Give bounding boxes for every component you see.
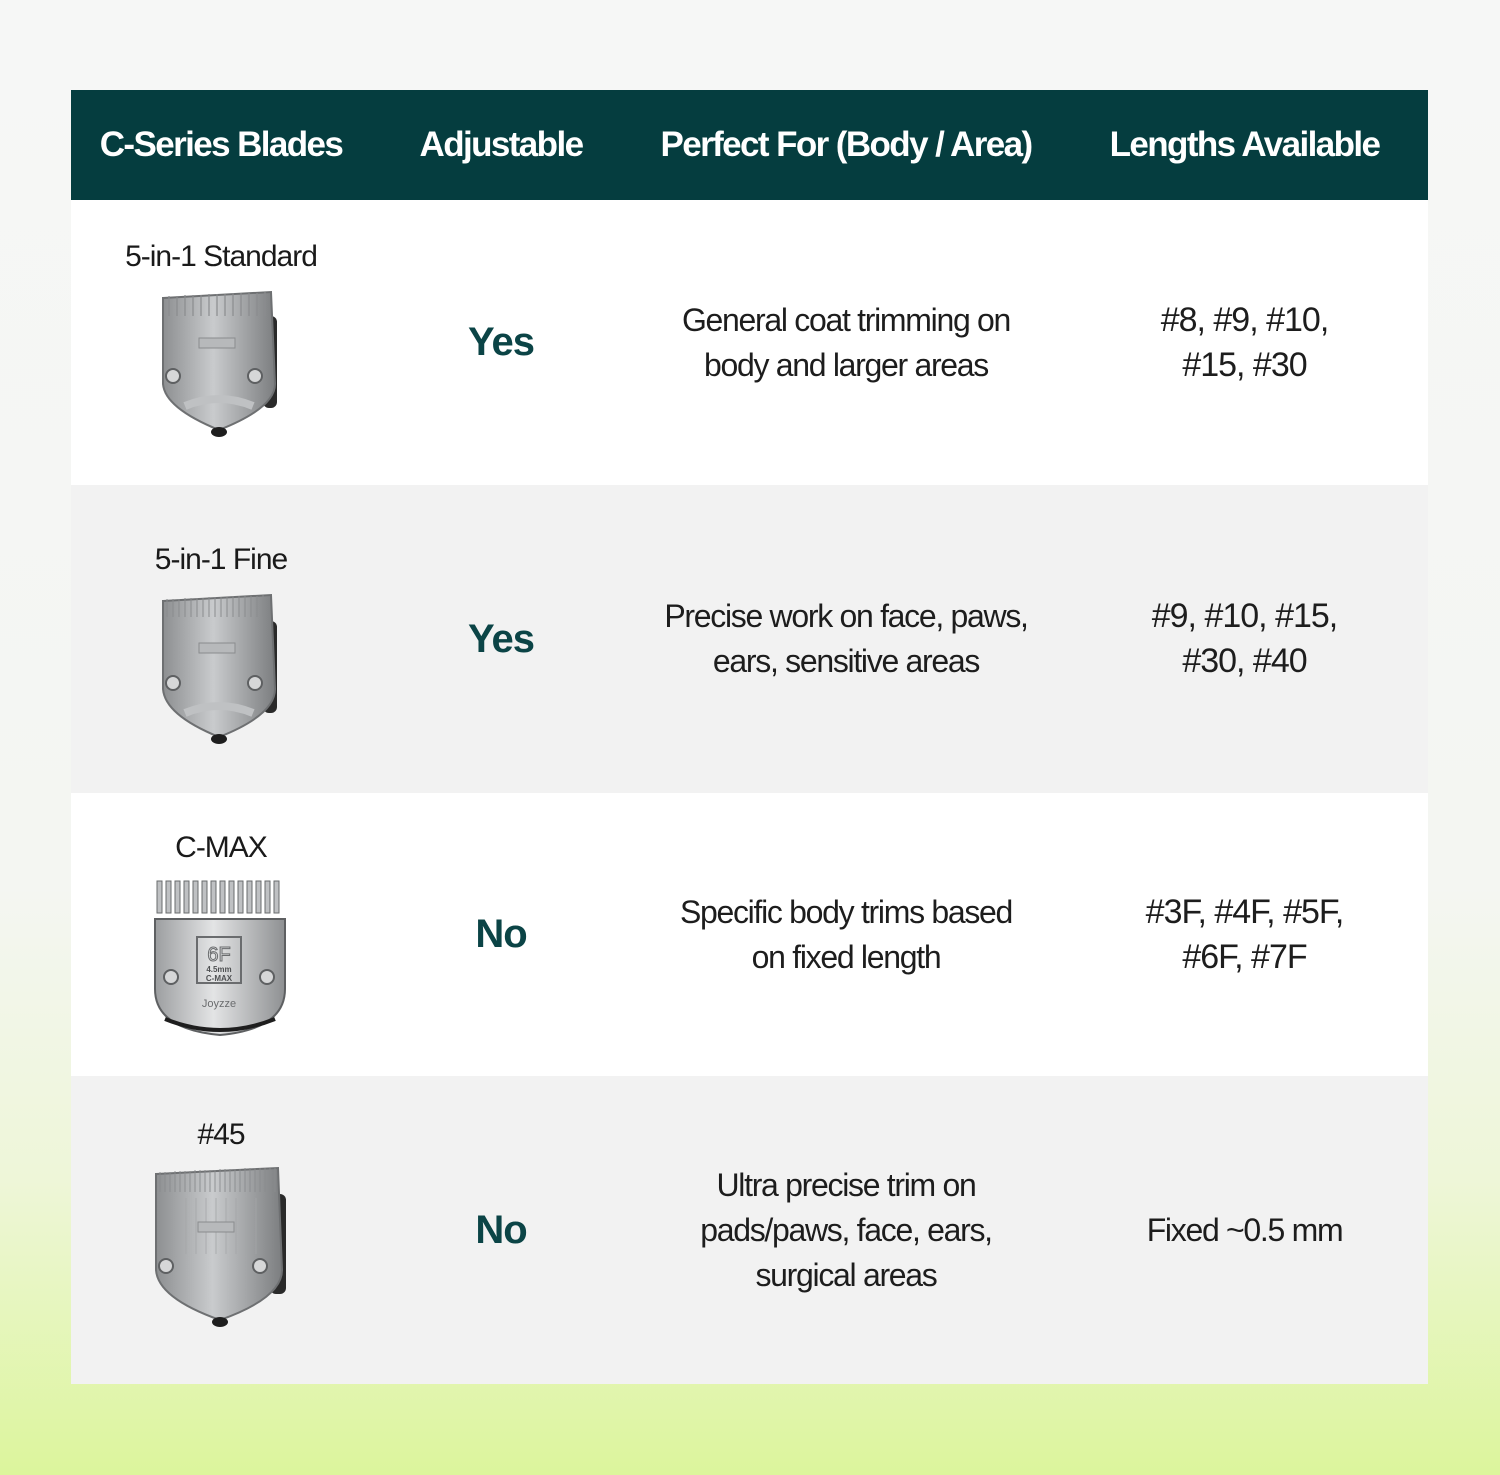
- adjustable-value: No: [475, 1207, 527, 1252]
- lengths-line: #8, #9, #10,: [1160, 300, 1329, 339]
- blade-cell: [71, 200, 371, 485]
- adjustable-cell: [371, 200, 631, 485]
- adjustable-cell: [371, 793, 631, 1076]
- lengths-text: [1146, 890, 1344, 980]
- purpose-line: surgical areas: [755, 1256, 937, 1293]
- adjustable-cell: [371, 1076, 631, 1384]
- adjustable-value: No: [475, 912, 527, 956]
- purpose-line: Ultra precise trim on: [716, 1166, 976, 1203]
- adjustable-value: Yes: [468, 616, 534, 661]
- blade-marking-brand: Joyzze: [201, 998, 237, 1010]
- header-lengths: Lengths Available: [1109, 125, 1380, 164]
- adjustable-cell: [371, 485, 631, 793]
- purpose-text: [700, 1163, 992, 1298]
- purpose-line: on fixed length: [751, 938, 941, 975]
- table-row: [71, 485, 1428, 793]
- header-adjustable: Adjustable: [419, 125, 583, 164]
- purpose-line: Specific body trims based: [679, 893, 1013, 930]
- purpose-line: General coat trimming on: [681, 301, 1011, 338]
- blade-marking-size: 6F: [207, 944, 231, 966]
- purpose-cell: [631, 1076, 1061, 1384]
- purpose-text: [680, 890, 1012, 980]
- blade-name: C-MAX: [175, 831, 267, 864]
- blade-cell: [71, 1076, 371, 1384]
- purpose-text: [664, 594, 1027, 684]
- blade-name: 5-in-1 Fine: [154, 543, 288, 576]
- lengths-line: #3F, #4F, #5F,: [1145, 892, 1344, 931]
- lengths-line: #15, #30: [1182, 345, 1307, 384]
- purpose-line: Precise work on face, paws,: [664, 598, 1028, 634]
- purpose-cell: [631, 485, 1061, 793]
- clipper-blade-icon: [146, 1162, 296, 1333]
- adjustable-value: Yes: [468, 320, 534, 364]
- lengths-cell: [1061, 1076, 1428, 1384]
- blade-cell: [71, 793, 371, 1076]
- blade-cell: [71, 485, 371, 793]
- blade-name: #45: [197, 1118, 245, 1151]
- purpose-text: [682, 298, 1010, 388]
- clipper-blade-icon: [151, 879, 291, 1044]
- lengths-line: #6F, #7F: [1182, 937, 1307, 976]
- blade-name: 5-in-1 Standard: [125, 240, 317, 273]
- lengths-line: Fixed ~0.5 mm: [1146, 1211, 1343, 1248]
- header-perfect-for: Perfect For (Body / Area): [660, 125, 1032, 164]
- table-row: [71, 793, 1428, 1076]
- purpose-line: body and larger areas: [703, 346, 988, 383]
- purpose-cell: [631, 793, 1061, 1076]
- purpose-line: ears, sensitive areas: [712, 643, 980, 679]
- table-header: [71, 90, 1428, 200]
- lengths-line: #9, #10, #15,: [1151, 597, 1338, 635]
- clipper-blade-icon: [151, 591, 291, 752]
- purpose-line: pads/paws, face, ears,: [700, 1211, 992, 1248]
- lengths-text: [1161, 298, 1329, 388]
- lengths-text: [1152, 594, 1338, 684]
- lengths-cell: [1061, 793, 1428, 1076]
- blade-comparison-table: [71, 90, 1428, 1384]
- purpose-cell: [631, 200, 1061, 485]
- header-blades: C-Series Blades: [99, 125, 343, 164]
- blade-marking-model: C-MAX: [205, 974, 233, 983]
- blade-marking-mm: 4.5mm: [206, 965, 232, 974]
- lengths-text: [1147, 1208, 1343, 1253]
- table-row: [71, 200, 1428, 485]
- lengths-cell: [1061, 485, 1428, 793]
- lengths-line: #30, #40: [1182, 642, 1307, 680]
- table-row: [71, 1076, 1428, 1384]
- lengths-cell: [1061, 200, 1428, 485]
- clipper-blade-icon: [151, 288, 291, 445]
